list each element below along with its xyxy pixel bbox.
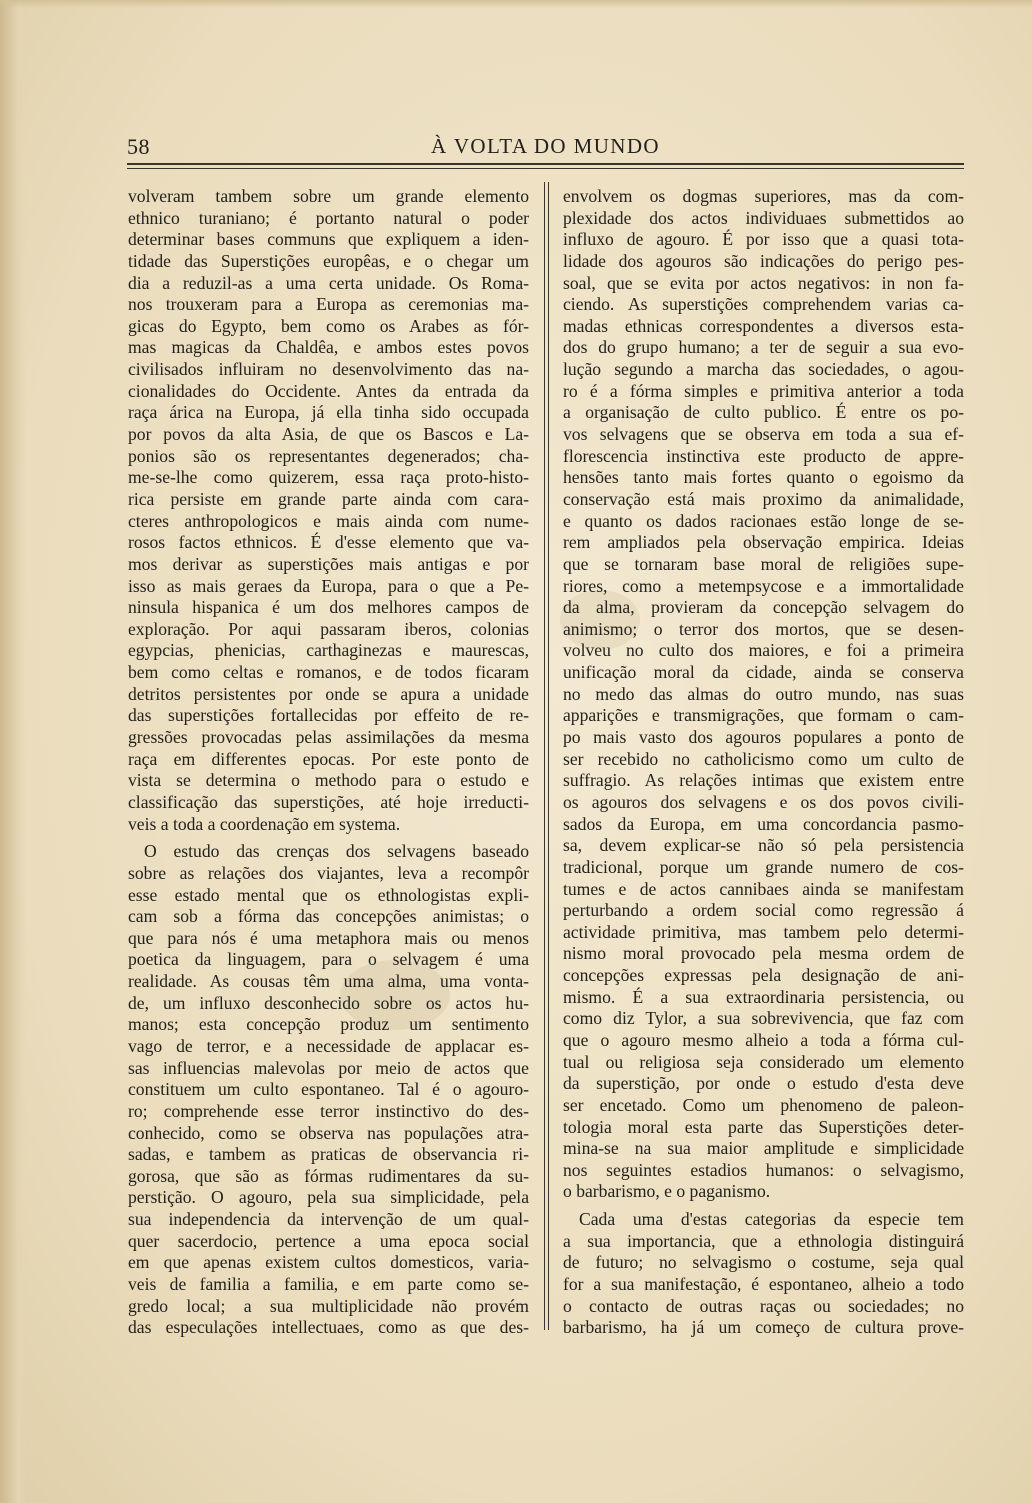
text-line: gorosa, que são as fórmas rudimentares da su- [128,1165,529,1186]
text-line: de, um influxo desconhecido sobre os actos hu- [128,992,529,1013]
text-line: suffragio. As relações intimas que existem entre [563,770,964,791]
text-line: perstição. O agouro, pela sua simplicidade, pela [128,1187,529,1208]
text-line: barbarismo, ha já um começo de cultura prove- [563,1317,964,1338]
left-text-column [128,186,529,1339]
text-line: riores, como a metempsycose e a immortalidade [563,575,964,596]
text-line: apparições e transmigrações, que formam o cam- [563,705,964,726]
text-line: dos do grupo humano; a ter de seguir a sua evo- [563,337,964,358]
text-line: rica persiste em grande parte ainda com cara- [128,488,529,509]
text-line: ethnico turaniano; é portanto natural o poder [128,207,529,228]
page-top-shadow [0,0,1032,8]
text-line: mas magicas da Chaldêa, e ambos estes povos [128,337,529,358]
text-line: gressões provocadas pelas assimilações da mesma [128,727,529,748]
text-line: raça árica na Europa, já ella tinha sido occupada [128,402,529,423]
text-line: civilisados influiram no desenvolvimento das na- [128,359,529,380]
running-title: À VOLTA DO MUNDO [431,134,660,158]
text-line: tidade das Superstições europêas, e o chegar um [128,250,529,271]
text-line: quer sacerdocio, pertence a uma epoca social [128,1230,529,1251]
page-edge-shadow [0,0,26,1503]
text-line: tual ou religiosa seja considerado um elemento [563,1051,964,1072]
text-line: sobre as relações dos viajantes, leva a recompôr [128,862,529,883]
text-line: cteres anthropologicos e mais ainda com nume- [128,510,529,531]
text-line: plexidade dos actos individuaes submettidos ao [563,207,964,228]
text-line: raça em differentes epocas. Por este ponto de [128,748,529,769]
text-line: po mais vasto dos agouros populares a ponto de [563,727,964,748]
text-line: animismo; o terror dos mortos, que se desen- [563,618,964,639]
text-line: mina-se na sua maior amplitude e simplicidade [563,1138,964,1159]
text-line: o contacto de outras raças ou sociedades; no [563,1295,964,1316]
text-line: conservação está mais proximo da animalidade, [563,488,964,509]
text-line: nismo moral provocado pela mesma ordem de [563,943,964,964]
text-line: veis a toda a coordenação em systema. [128,813,401,834]
text-line: Cada uma d'estas categorias da especie tem [579,1209,964,1230]
text-line: que se tornaram base moral de religiões supe- [563,553,964,574]
text-line: a organisação de culto publico. É entre os po- [563,402,964,423]
text-line: volveram tambem sobre um grande elemento [128,186,529,206]
text-line: vista se determina o methodo para o estudo e [128,770,529,791]
text-line: tologia moral esta parte das Superstições deter- [563,1116,964,1137]
text-line: vago de terror, e a necessidade de applacar es- [128,1035,529,1056]
text-line: da superstição, por onde o estudo d'esta deve [563,1073,964,1094]
text-line: sua independencia da intervenção de um qual- [128,1209,529,1230]
page-header [127,134,964,162]
text-line: vos selvagens que se observa em toda a sua ef- [563,424,964,445]
text-line: poetica da linguagem, para o selvagem é uma [128,949,529,970]
text-line: rem ampliados pela observação empirica. Ideias [563,532,964,553]
text-line: no medo das almas do outro mundo, nas suas [563,683,964,704]
text-line: por povos da alta Asia, de que os Bascos e La- [128,424,529,445]
text-line: gicas do Egypto, bem como os Arabes as fór- [128,315,529,336]
text-line: bem como celtas e romanos, e de todos ficaram [128,662,529,683]
text-line: ro é a fórma simples e primitiva anterior a toda [563,380,964,401]
text-line: actividade primitiva, mas tambem pelo determi- [563,921,964,942]
text-line: lidade dos agouros são indicações do perigo pes- [563,250,964,271]
text-line: que para nós é uma metaphora mais ou menos [128,927,529,948]
text-line: envolvem os dogmas superiores, mas da com- [563,186,964,206]
text-line: sa, devem explicar-se não só pela persistencia [563,835,964,856]
text-line: ponios são os representantes degenerados; cha- [128,445,529,466]
text-line: a sua importancia, que a ethnologia distinguirá [563,1230,964,1251]
text-line: ser recebido no catholicismo como um culto de [563,748,964,769]
text-line: unificação moral da cidade, ainda se conserva [563,662,964,683]
column-divider-thin [548,182,549,1330]
text-line: das superstições fortallecidas por effeito de re- [128,705,529,726]
text-line: conhecido, como se observa nas populações atra- [128,1122,529,1143]
text-line: sas influencias malevolas por meio de actos que [128,1057,529,1078]
text-line: mos derivar as superstições mais antigas e por [128,553,529,574]
text-line: esse estado mental que os ethnologistas expli- [128,884,529,905]
text-line: lução segundo a marcha das sociedades, o agou- [563,359,964,380]
text-line: gredo local; a sua multiplicidade não provém [128,1295,529,1316]
text-line: perturbando a ordem social como regressão á [563,900,964,921]
right-text-column [563,186,964,1339]
text-line: sados da Europa, em uma concordancia pasmo- [563,813,964,834]
text-line: que o agouro mesmo alheio a toda a fórma cul- [563,1029,964,1050]
text-line: hensões tanto mais fortes quanto o egoismo da [563,467,964,488]
header-rule-thin [127,168,964,169]
text-line: influxo de agouro. É por isso que a quasi tota- [563,229,964,250]
text-line: florescencia instinctiva este producto de appre- [563,445,964,466]
text-line: e quanto os dados racionaes estão longe de se- [563,510,964,531]
text-line: concepções expressas pela designação de ani- [563,965,964,986]
text-line: isso as mais geraes da Europa, para o que a Pe- [128,575,529,596]
text-line: volveu no culto dos maiores, e foi a primeira [563,640,964,661]
text-line: da alma, provieram da concepção selvagem do [563,597,964,618]
text-line: das especulações intellectuaes, como as que des- [128,1317,529,1338]
text-line: ro; comprehende esse terror instinctivo do des- [128,1100,529,1121]
text-line: determinar bases communs que expliquem a iden- [128,229,529,250]
text-line: me-se-lhe como quizerem, essa raça proto-histo- [128,467,529,488]
text-line: dia a reduzil-as a uma certa unidade. Os Roma- [128,272,529,293]
text-line: sadas, e tambem as praticas de observancia ri- [128,1144,529,1165]
page-number: 58 [127,134,150,159]
text-line: cionalidades do Occidente. Antes da entrada da [128,380,529,401]
text-line: de futuro; no selvagismo o costume, seja qual [563,1252,964,1273]
header-rule [127,163,964,165]
text-line: em que apenas existem cultos domesticos, varia- [128,1252,529,1273]
text-line: tradicional, porque um grande numero de cos- [563,856,964,877]
text-line: o barbarismo, e o paganismo. [563,1181,771,1202]
text-line: for a sua manifestação, é espontaneo, alheio a todo [563,1274,964,1295]
text-line: detritos persistentes por onde se apura a unidade [128,683,529,704]
column-divider [544,182,545,1330]
text-line: rosos factos ethnicos. É d'esse elemento que va- [128,532,529,553]
text-line: madas ethnicas correspondentes a diversos esta- [563,315,964,336]
text-line: nos trouxeram para a Europa as ceremonias ma- [128,294,529,315]
text-line: soal, que se evita por actos negativos: in non fa- [563,272,964,293]
text-line: os agouros dos selvagens e os dos povos civili- [563,791,964,812]
text-line: classificação das superstições, até hoje irreducti- [128,791,529,812]
text-line: exploração. Por aqui passaram iberos, colonias [128,618,529,639]
text-line: egypcias, phenicias, carthaginezas e maurescas, [128,640,529,661]
text-line: O estudo das crenças dos selvagens baseado [144,841,529,862]
text-line: nos seguintes estadios humanos: o selvagismo, [563,1159,964,1180]
text-line: constituem um culto espontaneo. Tal é o agouro- [128,1079,529,1100]
text-line: ninsula hispanica é um dos melhores campos de [128,597,529,618]
text-line: manos; esta concepção produz um sentimento [128,1014,529,1035]
text-line: realidade. As cousas têm uma alma, uma vonta- [128,971,529,992]
text-line: tumes e de actos cannibaes ainda se manifestam [563,878,964,899]
text-line: cam sob a fórma das concepções animistas; o [128,906,529,927]
text-line: ser encetado. Como um phenomeno de paleon- [563,1094,964,1115]
text-line: como diz Tylor, a sua sobrevivencia, que faz com [563,1008,964,1029]
text-line: veis de familia a familia, e em parte como se- [128,1274,529,1295]
text-line: mismo. É a sua extraordinaria persistencia, ou [563,986,964,1007]
text-line: ciendo. As superstições comprehendem varias ca- [563,294,964,315]
